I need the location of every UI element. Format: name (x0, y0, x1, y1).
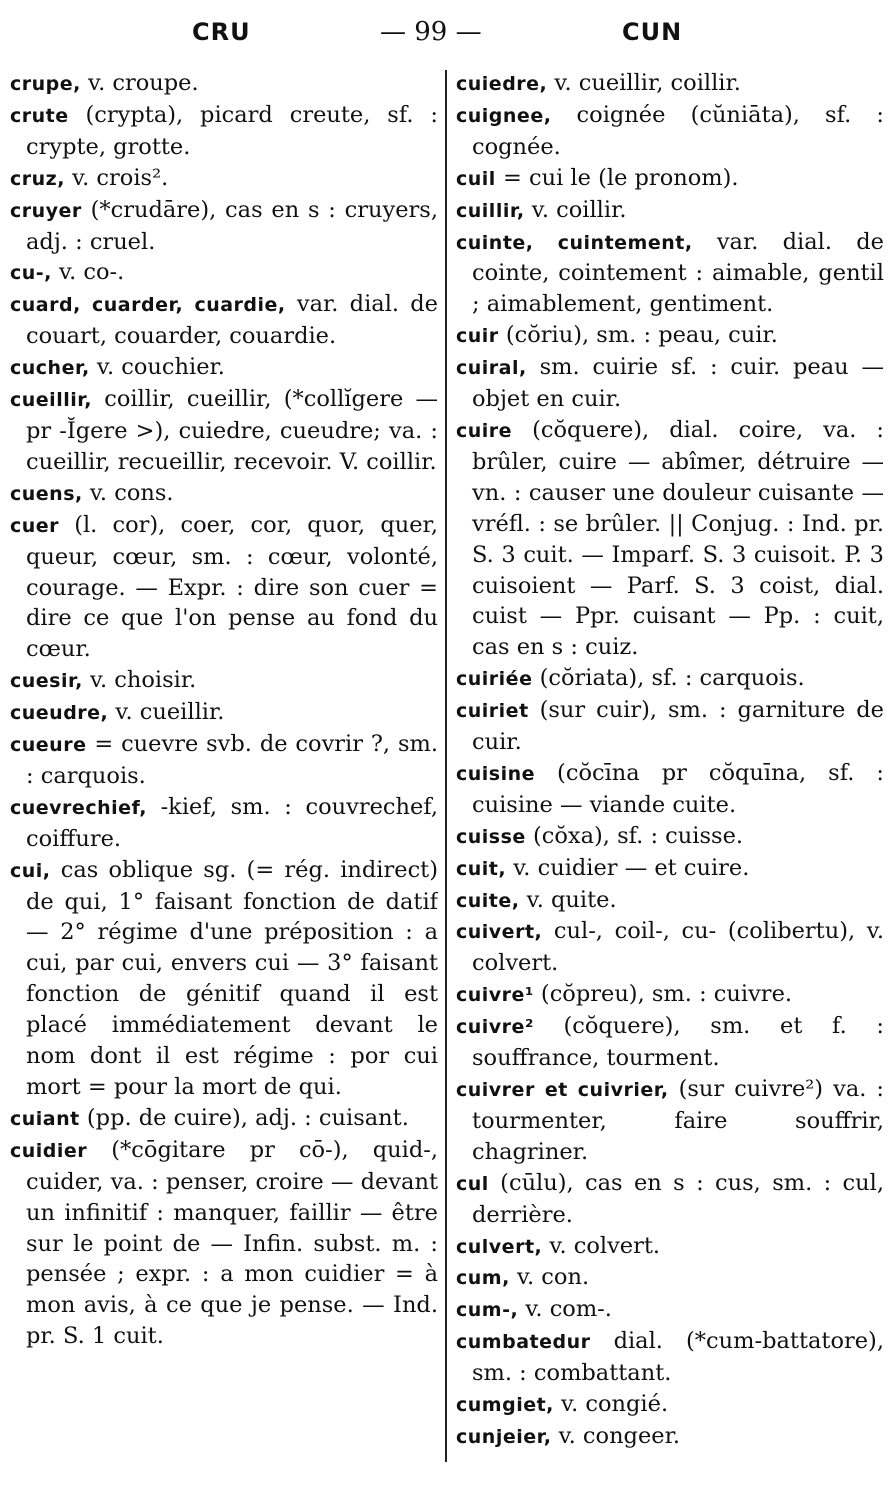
dictionary-entry (456, 1011, 884, 1074)
entry-definition: = cui le (le pronom). (495, 164, 739, 191)
dictionary-entry (456, 320, 884, 352)
entry-definition: v. couchier. (89, 354, 225, 381)
dictionary-entry (456, 979, 884, 1011)
entry-headword: cunjeier, (456, 1425, 552, 1448)
header-right-guideword: CUN (622, 18, 683, 46)
entry-headword: cueure (10, 734, 87, 757)
dictionary-entry (456, 163, 884, 195)
entry-definition: v. cons. (82, 479, 174, 506)
dictionary-entry (10, 352, 438, 384)
entry-definition: (cŏxa), sf. : cuisse. (525, 822, 744, 849)
entry-definition: (*cōgitare pr cō-), quid-, cuider, va. : penser, croire — devant un infinitif : manquer, faillir — être sur le point de — Infin. subst. m. : pensée ; expr. : a mon cuidier = à mon avis, à ce que je pense. — Ind. pr. S. 1 cuit. (26, 1136, 438, 1350)
dictionary-entry (10, 68, 438, 100)
dictionary-entry (456, 352, 884, 415)
entry-definition: (cŏriu), sm. : peau, cuir. (498, 322, 778, 349)
dictionary-entry (456, 1421, 884, 1453)
entry-definition: cul-, coil-, cu- (colibertu), v. colvert. (472, 918, 884, 977)
dictionary-entry (10, 792, 438, 855)
entry-definition: v. congié. (553, 1391, 669, 1418)
entry-headword: cuard, cuarder, cuardie, (10, 294, 286, 317)
entry-definition: (cŏriata), sf. : carquois. (532, 665, 805, 692)
entry-definition: v. coillir. (524, 196, 627, 223)
dictionary-entry (456, 415, 884, 663)
dictionary-entry (10, 1103, 438, 1135)
entry-headword: cuesir, (10, 670, 83, 693)
dictionary-entry (10, 100, 438, 163)
entry-definition: var. dial. de couart, couarder, couardie. (26, 291, 438, 350)
entry-definition: (*crudāre), cas en s : cruyers, adj. : cruel. (26, 196, 438, 255)
entry-definition: dial. (*cum-battatore), sm. : combattant. (472, 1328, 884, 1387)
entry-headword: cuivrer et cuivrier, (456, 1079, 669, 1101)
dictionary-entry (456, 1389, 884, 1421)
column-divider (445, 70, 447, 1462)
entry-headword: cueudre, (10, 702, 109, 725)
dictionary-entry (456, 1294, 884, 1326)
entry-definition: coillir, cueillir, (*collĭgere — pr -Ĭgere >), cuiedre, cueudre; va. : cueillir, recueillir, recevoir. V. coillir. (26, 386, 438, 475)
entry-headword: cuivre¹ (456, 984, 534, 1007)
entry-headword: cuiral, (456, 357, 527, 380)
entry-headword: cum, (456, 1267, 510, 1290)
entry-definition: sm. cuirie sf. : cuir. peau — objet en cuir. (472, 354, 884, 413)
dictionary-entry (456, 1231, 884, 1263)
entry-headword: crute (10, 104, 69, 127)
entry-headword: cuite, (456, 889, 520, 912)
entry-headword: cum-, (456, 1299, 519, 1322)
entry-definition: -kief, sm. : couvrechef, coiffure. (26, 793, 438, 852)
entry-headword: cuevrechief, (10, 796, 147, 819)
entry-definition: v. congeer. (551, 1422, 681, 1449)
dictionary-entry (456, 885, 884, 917)
dictionary-entry (456, 1074, 884, 1168)
dictionary-entry (10, 729, 438, 792)
entry-definition: v. choisir. (82, 667, 197, 694)
entry-headword: cruz, (10, 167, 65, 190)
entry-definition: coignée (cŭniāta), sf. : cognée. (472, 101, 884, 160)
entry-definition: v. colvert. (542, 1232, 661, 1259)
entry-headword: cuiriée (456, 668, 533, 691)
dictionary-entry (456, 227, 884, 321)
entry-definition: v. cueillir, coillir. (547, 70, 741, 96)
entry-definition: v. quite. (519, 886, 617, 913)
entry-headword: cueillir, (10, 389, 93, 412)
entry-definition: (cŏpreu), sm. : cuivre. (533, 981, 793, 1008)
dictionary-entry (10, 697, 438, 729)
entry-headword: cuivre² (456, 1016, 534, 1039)
dictionary-entry (456, 195, 884, 227)
dictionary-entry (10, 195, 438, 258)
dictionary-entry (10, 163, 438, 195)
entry-headword: cuiedre, (456, 73, 548, 95)
entry-headword: cuens, (10, 482, 83, 505)
entry-headword: cuiant (10, 1107, 80, 1130)
dictionary-entry (10, 384, 438, 478)
entry-definition: (pp. de cuire), adj. : cuisant. (79, 1104, 409, 1131)
dictionary-entry (10, 510, 438, 666)
dictionary-entry (456, 100, 884, 163)
dictionary-entry (10, 289, 438, 352)
entry-headword: crupe, (10, 73, 81, 95)
entry-headword: cuisine (456, 762, 536, 785)
dictionary-entry (10, 257, 438, 289)
dictionary-entry (456, 1262, 884, 1294)
left-column (10, 68, 438, 1468)
entry-definition: (cŏquere), dial. coire, va. : brûler, cuire — abîmer, détruire — vn. : causer une douleur cuisante — vréfl. : se brûler. || Conjug. : Ind. pr. S. 3 cuit. — Imparf. S. 3 cuisoit. P. 3 cuisoient — Parf. S. 3 coist, dial. cuist — Ppr. cuisant — Pp. : cuit, cas en s : cuiz. (472, 416, 884, 661)
dictionary-entry (456, 695, 884, 758)
right-column (456, 68, 884, 1468)
dictionary-entry (456, 758, 884, 821)
dictionary-entry (10, 665, 438, 697)
entry-headword: cucher, (10, 357, 90, 380)
page-number: — 99 — (380, 17, 482, 47)
entry-definition: (cŏcīna pr cŏquīna, sf. : cuisine — viande cuite. (472, 759, 884, 818)
entry-headword: cuire (456, 419, 513, 442)
entry-headword: cuisse (456, 825, 526, 848)
entry-definition: (sur cuivre²) va. : tourmenter, faire souffrir, chagriner. (472, 1076, 884, 1165)
entry-definition: (cŏquere), sm. et f. : souffrance, tourment. (472, 1013, 884, 1072)
entry-definition: (cūlu), cas en s : cus, sm. : cul, derrière. (472, 1169, 884, 1228)
entry-headword: cu-, (10, 262, 52, 285)
dictionary-entry (456, 853, 884, 885)
dictionary-entry (456, 916, 884, 979)
entry-headword: cuer (10, 514, 60, 537)
entry-definition: (crypta), picard creute, sf. : crypte, grotte. (26, 101, 438, 160)
header-left-guideword: CRU (192, 18, 251, 46)
entry-headword: cui, (10, 859, 51, 882)
entry-definition: var. dial. de cointe, cointement : aimable, gentil ; aimablement, gentiment. (472, 228, 884, 318)
entry-headword: cuillir, (456, 199, 525, 222)
entry-headword: cuil (456, 167, 496, 190)
dictionary-entry (456, 821, 884, 853)
entry-definition: (sur cuir), sm. : garniture de cuir. (472, 697, 884, 756)
entry-definition: v. croupe. (80, 70, 199, 96)
entry-headword: cuivert, (456, 921, 543, 944)
entry-headword: cul (456, 1172, 489, 1195)
dictionary-entry (10, 1135, 438, 1352)
entry-definition: v. cueillir. (108, 699, 225, 726)
entry-definition: v. con. (509, 1264, 590, 1291)
entry-definition: v. com-. (518, 1296, 612, 1323)
dictionary-entry (456, 68, 884, 100)
entry-definition: = cuevre svb. de covrir ?, sm. : carquois. (26, 731, 438, 789)
dictionary-entry (10, 855, 438, 1103)
dictionary-entry (10, 478, 438, 510)
entry-headword: cuiriet (456, 700, 529, 723)
entry-definition: v. cuidier — et cuire. (506, 854, 750, 881)
page-header (0, 14, 894, 54)
entry-definition: cas oblique sg. (= rég. indirect) de qui, 1° faisant fonction de datif — 2° régime d'une préposition : a cui, par cui, envers cui — 3° faisant fonction de génitif quand il est placé immédiatement devant le nom dont il est régime : por cui mort = pour la mort de qui. (26, 856, 438, 1100)
entry-headword: cuignee, (456, 104, 552, 127)
entry-headword: culvert, (456, 1235, 543, 1258)
entry-definition: (l. cor), coer, cor, quor, quer, queur, cœur, sm. : cœur, volonté, courage. — Expr. : dire son cuer = dire ce que l'on pense au fond du cœur. (26, 511, 438, 663)
dictionary-entry (456, 1168, 884, 1231)
entry-definition: v. co-. (51, 259, 125, 286)
entry-headword: cuinte, cuintement, (456, 231, 693, 254)
dictionary-entry (456, 1326, 884, 1389)
entry-definition: v. crois². (64, 164, 169, 191)
entry-headword: cuit, (456, 857, 507, 880)
entry-headword: cuir (456, 325, 499, 348)
entry-headword: cumbatedur (456, 1331, 591, 1354)
entry-headword: cumgiet, (456, 1394, 554, 1417)
entry-headword: cruyer (10, 199, 82, 222)
dictionary-entry (456, 663, 884, 695)
entry-headword: cuidier (10, 1139, 88, 1162)
